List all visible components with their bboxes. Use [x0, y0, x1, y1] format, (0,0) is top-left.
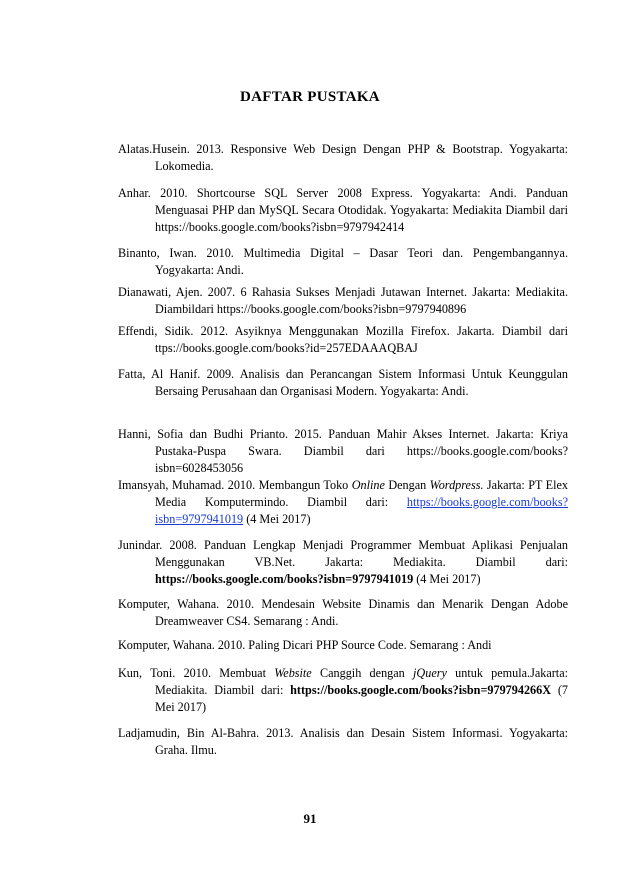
reference-text: Anhar. 2010. Shortcourse SQL Server 2008 Express. Yogyakarta: Andi. Panduan Menguasai PHP dan MySQL Secara Otodidak. Yogyakarta: Mediakita Diambil dari https://books.google.com/books?isbn=9797942414 — [118, 186, 568, 234]
italic-term: jQuery — [413, 666, 447, 680]
reference-entry — [118, 596, 568, 630]
reference-text: Komputer, Wahana. 2010. Mendesain Website Dinamis dan Menarik Dengan Adobe Dreamweaver CS4. Semarang : Andi. — [118, 597, 568, 628]
reference-entry — [118, 323, 568, 357]
reference-text: Dengan — [384, 478, 430, 492]
reference-text: Imansyah, Muhamad. 2010. Membangun Toko — [118, 478, 352, 492]
reference-text: Kun, Toni. 2010. Membuat — [118, 666, 275, 680]
reference-text: (4 Mei 2017) — [413, 571, 481, 586]
reference-entry — [118, 426, 568, 476]
page-number: 91 — [303, 811, 317, 826]
reference-entry — [118, 725, 568, 759]
reference-entry — [118, 637, 568, 654]
reference-entry — [118, 366, 568, 400]
reference-entry — [118, 537, 568, 587]
italic-term: Wordpress. — [429, 478, 484, 492]
reference-text: Fatta, Al Hanif. 2009. Analisis dan Perancangan Sistem Informasi Untuk Keunggulan Bersaing Perusahaan dan Organisasi Modern. Yogyakarta: Andi. — [118, 367, 568, 398]
reference-entry — [118, 665, 568, 715]
italic-term: Website — [274, 666, 312, 680]
reference-text: (7 Mei 2017) — [155, 682, 568, 714]
reference-entry — [118, 477, 568, 527]
reference-entry — [118, 141, 568, 175]
reference-text: Junindar. 2008. Panduan Lengkap Menjadi Programmer Membuat Aplikasi Penjualan Menggunakan VB.Net. Jakarta: Mediakita. Diambil dari: — [118, 538, 568, 569]
reference-entry — [118, 185, 568, 235]
reference-text: untuk pemula.Jakarta: Mediakita. Diambil dari: — [155, 666, 568, 697]
reference-text: Canggih dengan — [311, 666, 414, 680]
reference-entry — [118, 284, 568, 318]
reference-text: Komputer, Wahana. 2010. Paling Dicari PHP Source Code. Semarang : Andi — [118, 638, 492, 652]
reference-entry — [118, 245, 568, 279]
reference-link[interactable]: https://books.google.com/books?isbn=9797941019 — [155, 494, 568, 526]
reference-text: Effendi, Sidik. 2012. Asyiknya Menggunakan Mozilla Firefox. Jakarta. Diambil dari ttps://books.google.com/books?id=257EDAAAQBAJ — [118, 324, 568, 355]
reference-text: (4 Mei 2017) — [243, 511, 311, 526]
reference-text: Dianawati, Ajen. 2007. 6 Rahasia Sukses Menjadi Jutawan Internet. Jakarta: Mediakita. Diambildari https://books.google.com/books?isbn=9797940896 — [118, 285, 568, 316]
reference-url: https://books.google.com/books?isbn=979794266X — [290, 682, 552, 697]
page-title: DAFTAR PUSTAKA — [240, 89, 380, 105]
reference-text: Alatas.Husein. 2013. Responsive Web Design Dengan PHP & Bootstrap. Yogyakarta: Lokomedia. — [118, 142, 568, 173]
reference-text: Ladjamudin, Bin Al-Bahra. 2013. Analisis dan Desain Sistem Informasi. Yogyakarta: Graha. Ilmu. — [118, 726, 568, 757]
reference-text: Jakarta: PT Elex Media Komputermindo. Diambil dari: — [155, 478, 569, 509]
italic-term: Online — [351, 478, 385, 492]
reference-url: https://books.google.com/books?isbn=9797941019 — [155, 571, 414, 586]
reference-text: Hanni, Sofia dan Budhi Prianto. 2015. Panduan Mahir Akses Internet. Jakarta: Kriya Pustaka-Puspa Swara. Diambil dari https://books.google.com/books?isbn=6028453056 — [118, 427, 568, 475]
reference-text: Binanto, Iwan. 2010. Multimedia Digital – Dasar Teori dan. Pengembangannya. Yogyakarta: Andi. — [118, 246, 568, 277]
